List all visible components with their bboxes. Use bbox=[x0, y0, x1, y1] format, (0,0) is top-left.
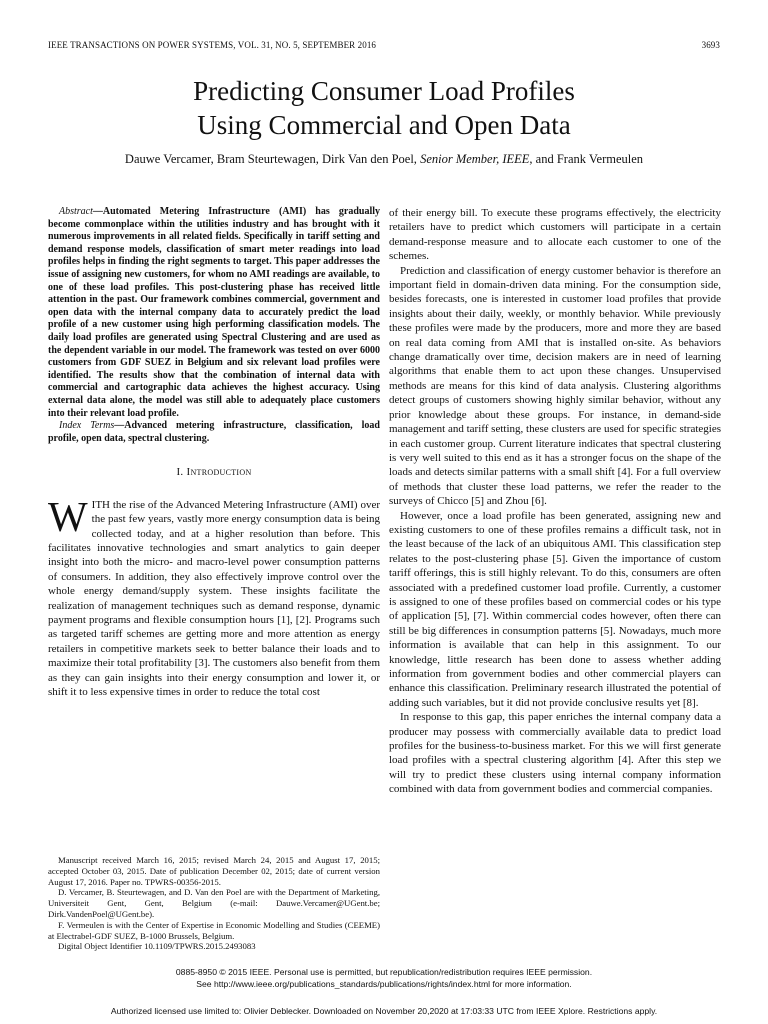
author-tail: , and Frank Vermeulen bbox=[529, 152, 644, 166]
journal-name: IEEE TRANSACTIONS ON POWER SYSTEMS, VOL. 31, NO. 5, SEPTEMBER 2016 bbox=[48, 40, 377, 50]
right-paragraph-1: of their energy bill. To execute these programs effectively, the electricity retailers have to predict which customers will participate in a certain demand-response measure and to allocate each customer to one of the schemes. bbox=[389, 207, 721, 263]
section-heading bbox=[48, 465, 380, 479]
page-number: 3693 bbox=[701, 40, 720, 50]
section-title: Introduction bbox=[186, 466, 252, 479]
author-role: Senior Member, IEEE bbox=[420, 152, 530, 166]
right-paragraph-2: Prediction and classification of energy customer behavior is therefore an important field in domain-driven data mining. For the consumption side, besides forecasts, one is interested in customer load profiles that provide insights about their daily, weekly, or monthly behavior. While previously these profiles were made by the producers, more and more they are based on real data coming from AMI that is installed on-site. As behaviors change dramatically over time, decision makers are in need of learning algorithms that enable them to act upon these changes. Unsupervised methods are means for this kind of data analysis. Clustering algorithms detect groups of customers showing highly similar behavior, without any prior knowledge about these groups. For instance, in demand-side management and tariff setting, these clusters are used for specific strategies in each customer group. Current literature indicates that spectral clustering is very well suited to this end as it has a stronger focus on the shape of the loads and detects similar patterns with a small shift [4]. For a full overview of methods that cluster these load patterns, we refer the reader to the surveys of Chicco [5] and Zhou [6]. bbox=[389, 264, 721, 508]
running-head bbox=[48, 40, 720, 50]
abstract-label: Abstract bbox=[59, 206, 93, 217]
drop-cap: W bbox=[48, 494, 88, 541]
introduction bbox=[48, 494, 380, 700]
copyright-line-2: See http://www.ieee.org/publications_standards/publications/rights/index.html for more information. bbox=[196, 979, 572, 989]
license-notice: Authorized licensed use limited to: Olivier Deblecker. Downloaded on November 20,2020 at 17:03:33 UTC from IEEE Xplore. Restrictions apply. bbox=[110, 1006, 658, 1016]
title-line-2: Using Commercial and Open Data bbox=[197, 110, 571, 140]
index-terms-label: Index Terms bbox=[59, 420, 115, 432]
index-terms bbox=[48, 420, 380, 445]
index-terms-text: —Advanced metering infrastructure, classification, load profile, open data, spectral clustering. bbox=[48, 420, 380, 444]
title-line-1: Predicting Consumer Load Profiles bbox=[193, 76, 575, 106]
footnote-affiliation-2: F. Vermeulen is with the Center of Expertise in Economic Modelling and Studies (CEEME) at Electrabel-GDF SUEZ, B-1000 Brussels, Belgium. bbox=[48, 919, 380, 941]
copyright-line-1: 0885-8950 © 2015 IEEE. Personal use is permitted, but republication/redistribution requires IEEE permission. bbox=[175, 967, 593, 977]
paper-title bbox=[48, 74, 720, 142]
footnote-manuscript: Manuscript received March 16, 2015; revised March 24, 2015 and August 17, 2015; accepted October 03, 2015. Date of publication December 02, 2015; date of current version August 17, 2016. Paper no. TPWRS-00356-2015. bbox=[48, 855, 380, 887]
footnote-affiliation-1: D. Vercamer, B. Steurtewagen, and D. Van den Poel are with the Department of Marketing, Universiteit Gent, Gent, Belgium (e-mail: Dauwe.Vercamer@UGent.be; Dirk.VandenPoel@UGent.be). bbox=[48, 887, 380, 919]
author-list bbox=[48, 152, 720, 167]
section-number: I. bbox=[176, 466, 184, 479]
footnotes bbox=[48, 855, 380, 952]
right-paragraph-3: However, once a load profile has been generated, assigning new and existing customers to one of these profiles remains a difficult task, not in the least because of the lack of an ubiquitous AMI. This classification step relates to the post-clustering phase [5]. Given the importance of custom tariff offerings, this is still highly relevant. To do this, consumers are often associated with a predefined customer load profile. Currently, a customer is assigned to one of these profiles based on commercial codes or his type of application [5], [7]. Within commercial codes however, often there can still be big differences in consumption patterns [5]. Nowadays, much more information is available that can help in this assignment. To our knowledge, little research has been done to assess whether adding information from government bodies and other commercial players can enhance this classification. Preliminary research illustrated the potential of adding such variables, but it did not provide conclusive results yet [8]. bbox=[389, 509, 721, 709]
right-paragraph-4: In response to this gap, this paper enriches the internal company data a producer may possess with commercially available data to predict load profiles for the business-to-business market. For this we will first generate load profiles with a spectral clustering algorithm [4]. After this step we will try to predict these clusters using internal company information combined with data from government bodies and commercial companies. bbox=[389, 711, 721, 796]
abstract bbox=[48, 206, 380, 420]
intro-paragraph-1 bbox=[48, 494, 380, 700]
footnote-doi: Digital Object Identifier 10.1109/TPWRS.2015.2493083 bbox=[58, 941, 256, 952]
right-column bbox=[389, 206, 721, 797]
left-column bbox=[48, 206, 380, 699]
intro-text-1: ITH the rise of the Advanced Metering Infrastructure (AMI) over the past few years, vastly more energy consumption data is being collected today, and at a higher resolution than before. This facilitates innovative technologies and smart analytics to gain deeper insight into both the micro- and macro-level power consumption patterns of consumers. In addition, they also effectively improve control over the whole energy demand/supply system. These insights facilitate the realization of management techniques such as demand response, dynamic payment programs and flexible consumption hours [1], [2]. Programs such as targeted tariff schemes are getting more and more attention as energy retailers in competitive markets seek to better balance their loads and to maximize their total profitability [3]. The customers also benefit from them as they can gain insights into their energy consumption and lower it, or shift it to less expensive times in order to reduce the total cost bbox=[48, 498, 380, 698]
author-names: Dauwe Vercamer, Bram Steurtewagen, Dirk Van den Poel, bbox=[124, 152, 421, 166]
copyright-notice bbox=[48, 966, 720, 990]
abstract-text: —Automated Metering Infrastructure (AMI) has gradually become commonplace within the utilities industry and has brought with it numerous improvements in all related fields. Specifically in tariff setting and demand response models, classification of smart meter readings into load profiles helps in finding the right segments to target. This paper addresses the issue of assigning new customers, for whom no AMI readings are available, to one of these load profiles. This post-clustering phase has received little attention in the past. Our framework combines commercial, government and open data with the internal company data to accurately predict the load profile of a new customer using high performing classification models. The daily load profiles are generated using Spectral Clustering and are used as the dependent variable in our model. The framework was tested on over 6000 customers from GDF SUEZ in Belgium and six relevant load profiles were identified. The results show that the combination of internal data with commercial and cartographic data achieves the highest accuracy. Using external data alone, the model was still able to adequately place customers into their relevant load profile. bbox=[48, 206, 380, 419]
